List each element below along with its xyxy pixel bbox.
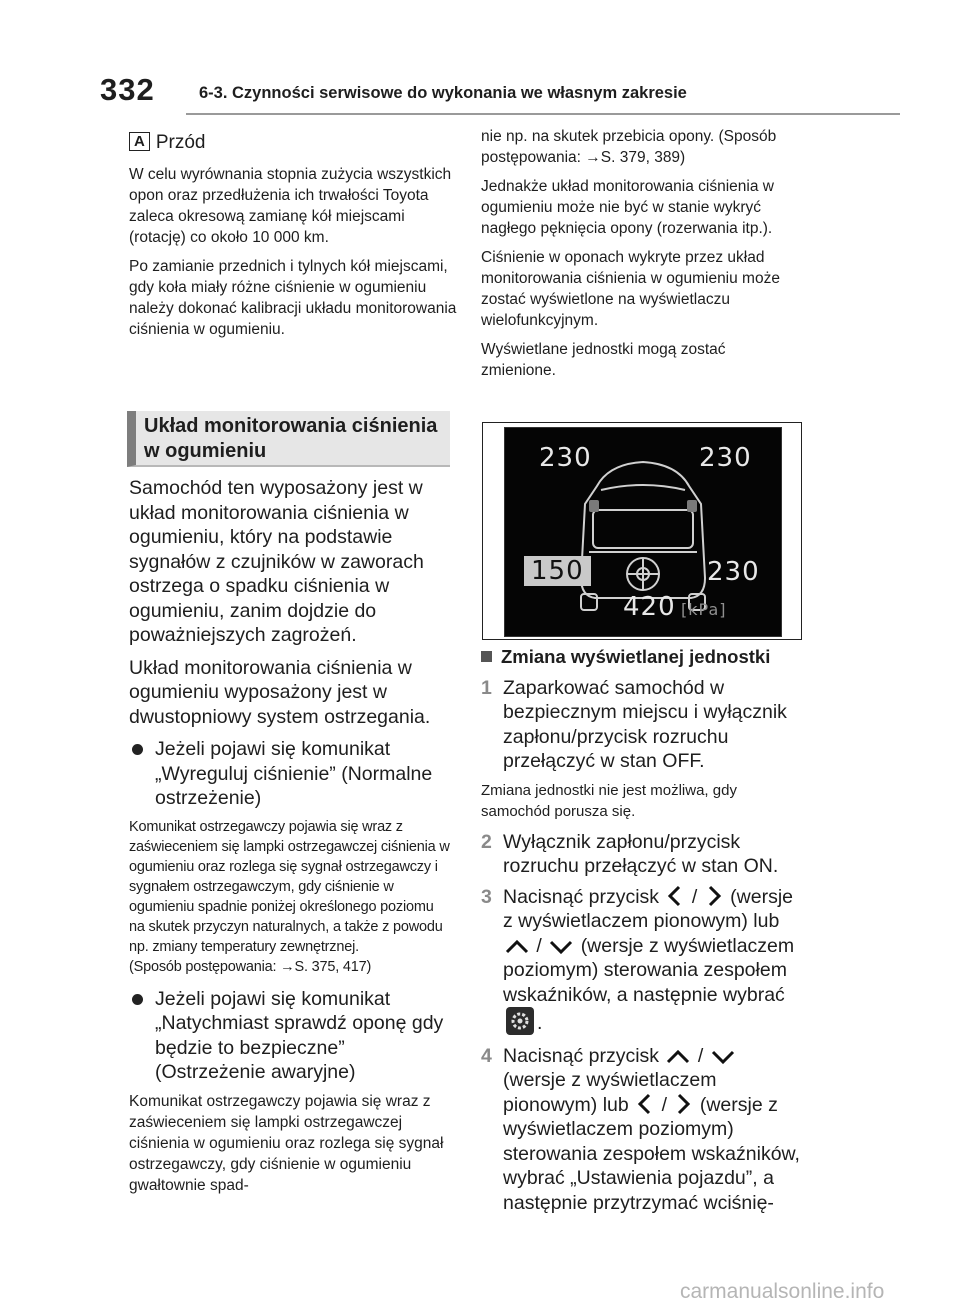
- chevron-left-icon: [636, 1093, 654, 1115]
- pressure-spare: 420: [623, 592, 676, 622]
- left-column-bottom: [129, 476, 451, 1196]
- step1-note: Zmiana jednostki nie jest możliwa, gdy samochód porusza się.: [481, 781, 737, 820]
- bullet1-text: Komunikat ostrzegawczy pojawia się wraz z zaświeceniem się lampki ostrzegawczej ciśnienia w ogumieniu oraz rozlega się sygnał ostrzegawczy i sygnałem ostrzegawczym, gdy ciśnienie w ogumieniu spadnie poniżej określonego poziomu na skutek przyczyn naturalnych, a także z powodu np. zmiany temperatury zewnętrznej.: [129, 818, 450, 955]
- chevron-up-icon: [666, 1048, 690, 1066]
- chevron-right-icon: [705, 885, 723, 907]
- front-label: Przód: [155, 132, 206, 153]
- page-number: 332: [100, 72, 155, 107]
- step4-text: [503, 1044, 803, 1216]
- step-number: 3: [481, 885, 492, 908]
- bullet-emergency-warning: [129, 987, 451, 1085]
- pressure-rear-left-warning: 150: [524, 556, 591, 586]
- step4-part-b: (wersje z wyświetlaczem pionowym) lub: [503, 1069, 717, 1116]
- step-number: 1: [481, 676, 492, 699]
- chevron-left-icon: [666, 885, 684, 907]
- pressure-front-right: 230: [699, 443, 752, 473]
- step-number: 4: [481, 1044, 492, 1067]
- slash: /: [661, 1093, 667, 1116]
- right-column-top: [481, 126, 803, 381]
- bullet1-ref: (Sposób postępowania: →S. 375, 417): [129, 958, 372, 975]
- units-paragraph: Wyświetlane jednostki mogą zostać zmienione.: [481, 341, 726, 379]
- pressure-front-left: 230: [539, 443, 592, 473]
- section-title: 6-3. Czynności serwisowe do wykonania we własnym zakresie: [199, 84, 687, 102]
- bullet2-text: Komunikat ostrzegawczy pojawia się wraz z zaświeceniem się lampki ostrzegawczej ciśnienia w ogumieniu oraz rozlega się sygnał ostrzegawczy, gdy ciśnienie w ogumieniu gwałtownie spad-: [129, 1092, 444, 1194]
- intro-paragraph: Samochód ten wyposażony jest w układ monitorowania ciśnienia w ogumieniu, który na podstawie sygnałów z czujników w zaworach ostrzega o spadku ciśnienia w ogumieniu, zanim dojdzie do poważniejszych zagrożeń.: [129, 477, 424, 646]
- crack-paragraph: Jednakże układ monitorowania ciśnienia w ogumieniu może nie być w stanie wykryć nagłego pęknięcia opony (rozerwania itp.).: [481, 178, 774, 237]
- step-2: [481, 830, 803, 879]
- section-banner: Układ monitorowania ciśnienia w ogumieniu: [127, 411, 450, 467]
- slash: /: [536, 934, 542, 957]
- step2-text: Wyłącznik zapłonu/przycisk rozruchu przełączyć w stan ON.: [503, 830, 779, 877]
- bullet-dot-icon: [132, 744, 143, 755]
- step1-text: Zaparkować samochód w bezpiecznym miejscu i wyłącznik zapłonu/przycisk rozruchu przełączyć w stan OFF.: [503, 676, 787, 772]
- tire-pressure-display: [504, 427, 782, 637]
- step3-text: [503, 885, 803, 1036]
- slash: /: [691, 885, 698, 908]
- display-paragraph: Ciśnienie w oponach wykryte przez układ monitorowania ciśnienia w ogumieniu może zostać wyświetlone na wyświetlaczu wielofunkcyjnym.: [481, 249, 780, 329]
- label-box-a: A: [129, 132, 150, 151]
- square-bullet-icon: [481, 651, 492, 662]
- chevron-down-icon: [549, 938, 573, 956]
- subsection-heading: [481, 645, 803, 670]
- front-label-line: [129, 131, 459, 156]
- rotation-note: Po zamianie przednich i tylnych kół miejscami, gdy koła miały różne ciśnienie w ogumieniu należy dokonać kalibracji układu monitorowania ciśnienia w ogumieniu.: [129, 257, 457, 338]
- rotation-paragraph: W celu wyrównania stopnia zużycia wszystkich opon oraz przedłużenia ich trwałości Toyota zaleca okresową zamianę kół miejscami (rotację) co około 10 000 km.: [129, 165, 452, 246]
- slash: /: [697, 1044, 704, 1067]
- step3-part-a: Nacisnąć przycisk: [503, 885, 660, 908]
- step3-part-c: (wersje z wyświetlaczem poziomym) sterowania zespołem wskaźników, a następnie wybrać: [503, 934, 795, 1006]
- period: .: [537, 1012, 543, 1034]
- header-divider: [186, 113, 900, 115]
- step-3: [481, 885, 803, 1036]
- chevron-down-icon: [711, 1048, 735, 1066]
- bullet1-title: Jeżeli pojawi się komunikat „Wyreguluj ciśnienie” (Normalne ostrzeżenie): [155, 738, 433, 809]
- settings-gear-icon: [506, 1007, 534, 1035]
- step-4: [481, 1044, 803, 1216]
- chevron-right-icon: [674, 1093, 692, 1115]
- step4-part-c: (wersje z wyświetlaczem poziomym) sterowania zespołem wskaźników, wybrać „Ustawienia pojazdu”, a następnie przytrzymać wciśnię-: [503, 1093, 800, 1214]
- pressure-rear-right: 230: [707, 557, 760, 587]
- right-column-bottom: [481, 645, 803, 1215]
- tire-pressure-figure: [482, 422, 802, 640]
- watermark: carmanualsonline.info: [680, 1280, 885, 1303]
- subsection-title: Zmiana wyświetlanej jednostki: [501, 646, 771, 667]
- bullet2-title: Jeżeli pojawi się komunikat „Natychmiast sprawdź oponę gdy będzie to bezpieczne” (Ostrzeżenie awaryjne): [155, 987, 444, 1083]
- bullet-normal-warning: [129, 737, 451, 811]
- continuation-paragraph: nie np. na skutek przebicia opony. (Sposób postępowania: →S. 379, 389): [481, 128, 777, 166]
- pressure-unit: [kPa]: [681, 600, 727, 619]
- two-stage-paragraph: Układ monitorowania ciśnienia w ogumieniu wyposażony jest w dwustopniowy system ostrzegania.: [129, 656, 431, 728]
- step3-part-b: (wersje z wyświetlaczem pionowym) lub: [503, 885, 793, 932]
- left-column-top: [129, 131, 459, 340]
- step4-part-a: Nacisnąć przycisk: [503, 1044, 660, 1067]
- chevron-up-icon: [505, 938, 529, 956]
- step-number: 2: [481, 830, 492, 853]
- step-1: [481, 676, 803, 774]
- bullet-dot-icon: [132, 994, 143, 1005]
